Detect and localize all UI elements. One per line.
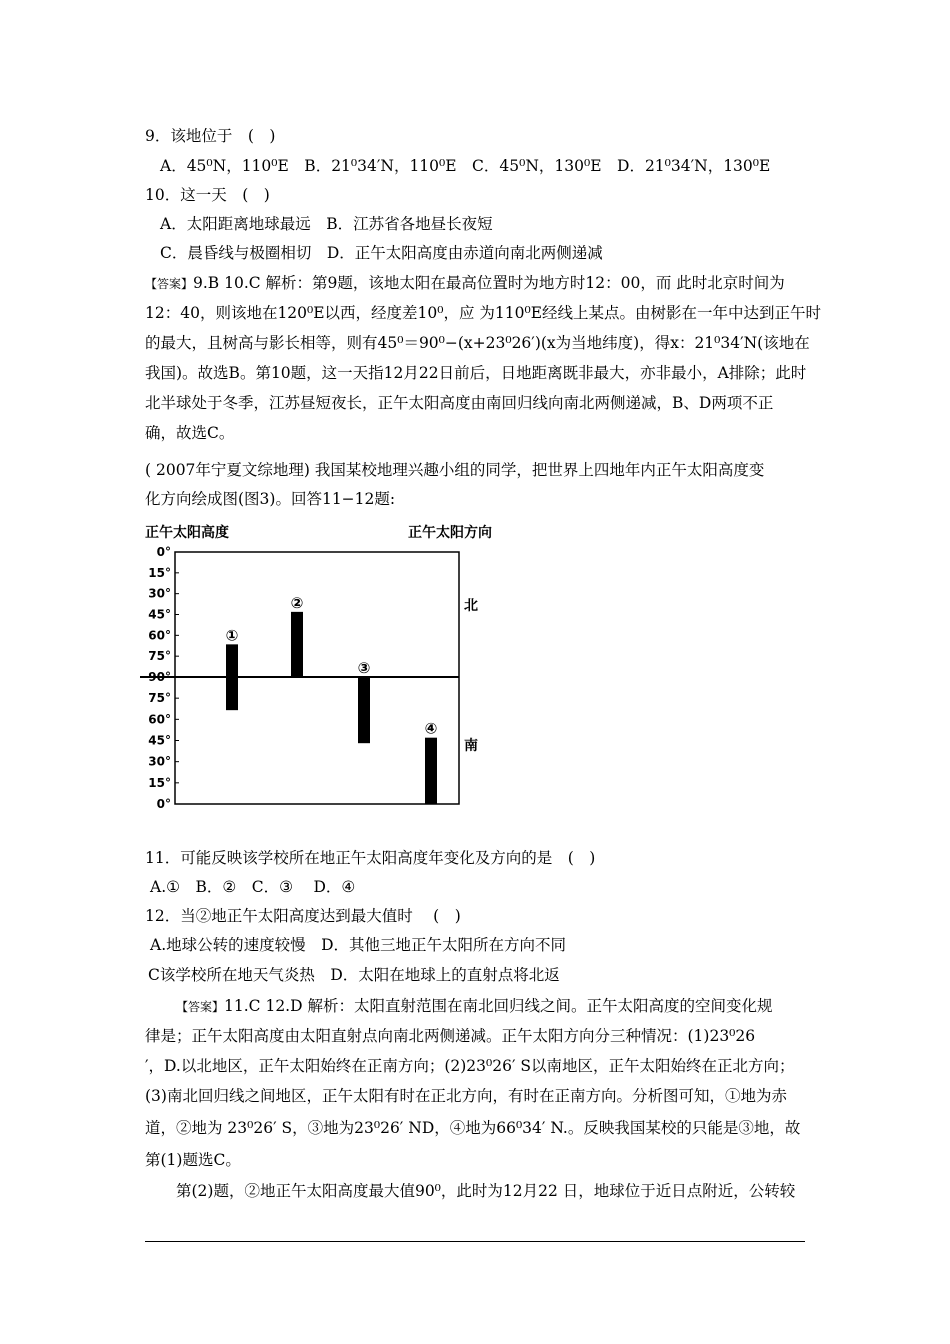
answer-2-line-3: ′，D.以北地区，正午太阳始终在正南方向；(2)23⁰26′ S以南地区，正午太阳始终在正北方向； (145, 1057, 795, 1075)
tick-label-center: 90° (148, 670, 171, 684)
bar-3 (358, 677, 370, 743)
answer-1-line-2: 12：40，则该地在120⁰E以西，经度差10⁰，应 为110⁰E经线上某点。由树影在一年中达到正午时 (145, 304, 822, 322)
answer-2-tag: 【答案】 (176, 1000, 225, 1014)
question-10-options-2: C．晨昏线与极圈相切 D．正午太阳高度由赤道向南北两侧递减 (160, 244, 603, 262)
chart-title-right: 正午太阳方向 (408, 525, 492, 541)
answer-2-line-4: (3)南北回归线之间地区，正午太阳有时在正北方向，有时在正南方向。分析图可知，①地为赤 (145, 1087, 787, 1105)
question-12-options-1: A.地球公转的速度较慢 D．其他三地正午太阳所在方向不同 (150, 936, 567, 954)
question-12-options-2: C该学校所在地天气炎热 D．太阳在地球上的直射点将北返 (148, 966, 560, 984)
tick-label-north: 30° (148, 586, 171, 601)
answer-1-line-6: 确，故选C。 (145, 424, 235, 442)
tick-label-south: 30° (148, 754, 171, 769)
tick-label-north: 45° (148, 607, 171, 622)
chart-title-left: 正午太阳高度 (145, 525, 229, 541)
tick-label-south: 15° (148, 775, 171, 790)
question-11-stem: 11．可能反映该学校所在地正午太阳高度年变化及方向的是 ( ) (145, 849, 596, 867)
answer-1-line-3: 的最大，且树高与影长相等，则有45⁰＝90⁰−(x+23⁰26′)(x为当地纬度)，得x：21⁰34′N(该地在 (145, 334, 810, 352)
answer-1-tag: 【答案】 (145, 277, 194, 291)
question-9-stem: 9．该地位于 ( ) (145, 127, 276, 145)
answer-2-line-7: 第(2)题，②地正午太阳高度最大值90⁰，此时为12月22 日，地球位于近日点附近，公转较 (176, 1182, 796, 1200)
noon-sun-chart (140, 520, 510, 820)
question-9-options: A．45⁰N，110⁰E B．21⁰34′N，110⁰E C．45⁰N，130⁰E D．21⁰34′N，130⁰E (160, 157, 771, 175)
bar-4 (425, 738, 437, 804)
answer-2-line-5: 道，②地为 23⁰26′ S，③地为23⁰26′ ND，④地为66⁰34′ N.。反映我国某校的只能是③地，故 (145, 1119, 801, 1137)
tick-label-south: 0° (156, 797, 171, 811)
bar-label-4: ④ (424, 719, 438, 738)
answer-2-line-1 (176, 996, 772, 1017)
tick-label-south: 60° (148, 712, 171, 727)
bar-1 (226, 644, 238, 710)
chart-north-label: 北 (464, 598, 478, 614)
answer-2-line-2: 律是；正午太阳高度由太阳直射点向南北两侧递减。正午太阳方向分三种情况：(1)23⁰26 (145, 1027, 756, 1045)
tick-label-south: 45° (148, 733, 171, 748)
bar-label-2: ② (290, 593, 304, 612)
question-10-stem: 10．这一天 ( ) (145, 186, 270, 204)
tick-label-north: 60° (148, 628, 171, 643)
tick-label-north: 75° (148, 649, 171, 664)
answer-1-line-1 (145, 273, 785, 294)
bar-2 (291, 612, 303, 677)
chart-south-label: 南 (464, 738, 478, 754)
intro-line-1: ( 2007年宁夏文综地理) 我国某校地理兴趣小组的同学，把世界上四地年内正午太阳高度变 (145, 461, 765, 479)
answer-1-line-5: 北半球处于冬季，江苏昼短夜长，正午太阳高度由南回归线向南北两侧递减，B、D两项不正 (145, 394, 774, 412)
tick-label-south: 75° (148, 691, 171, 706)
answer-1-text-1: 9.B 10.C 解析：第9题，该地太阳在最高位置时为地方时12：00，而 此时北京时间为 (193, 274, 785, 292)
question-11-options: A.① B．② C．③ D．④ (150, 878, 356, 896)
bar-label-3: ③ (357, 659, 371, 677)
tick-label-north: 0° (156, 545, 171, 559)
question-10-options-1: A．太阳距离地球最远 B．江苏省各地昼长夜短 (160, 215, 493, 233)
bar-label-1: ① (225, 626, 239, 645)
intro-line-2: 化方向绘成图(图3)。回答11−12题: (145, 490, 396, 508)
tick-label-north: 15° (148, 565, 171, 580)
question-12-stem: 12．当②地正午太阳高度达到最大值时 ( ) (145, 907, 461, 925)
answer-1-line-4: 我国)。故选B。第10题，这一天指12月22日前后，日地距离既非最大，亦非最小，A排除；此时 (145, 364, 807, 382)
footer-rule (145, 1241, 805, 1242)
answer-2-line-6: 第(1)题选C。 (145, 1151, 241, 1169)
answer-2-text-1: 11.C 12.D 解析：太阳直射范围在南北回归线之间。正午太阳高度的空间变化规 (224, 997, 773, 1015)
